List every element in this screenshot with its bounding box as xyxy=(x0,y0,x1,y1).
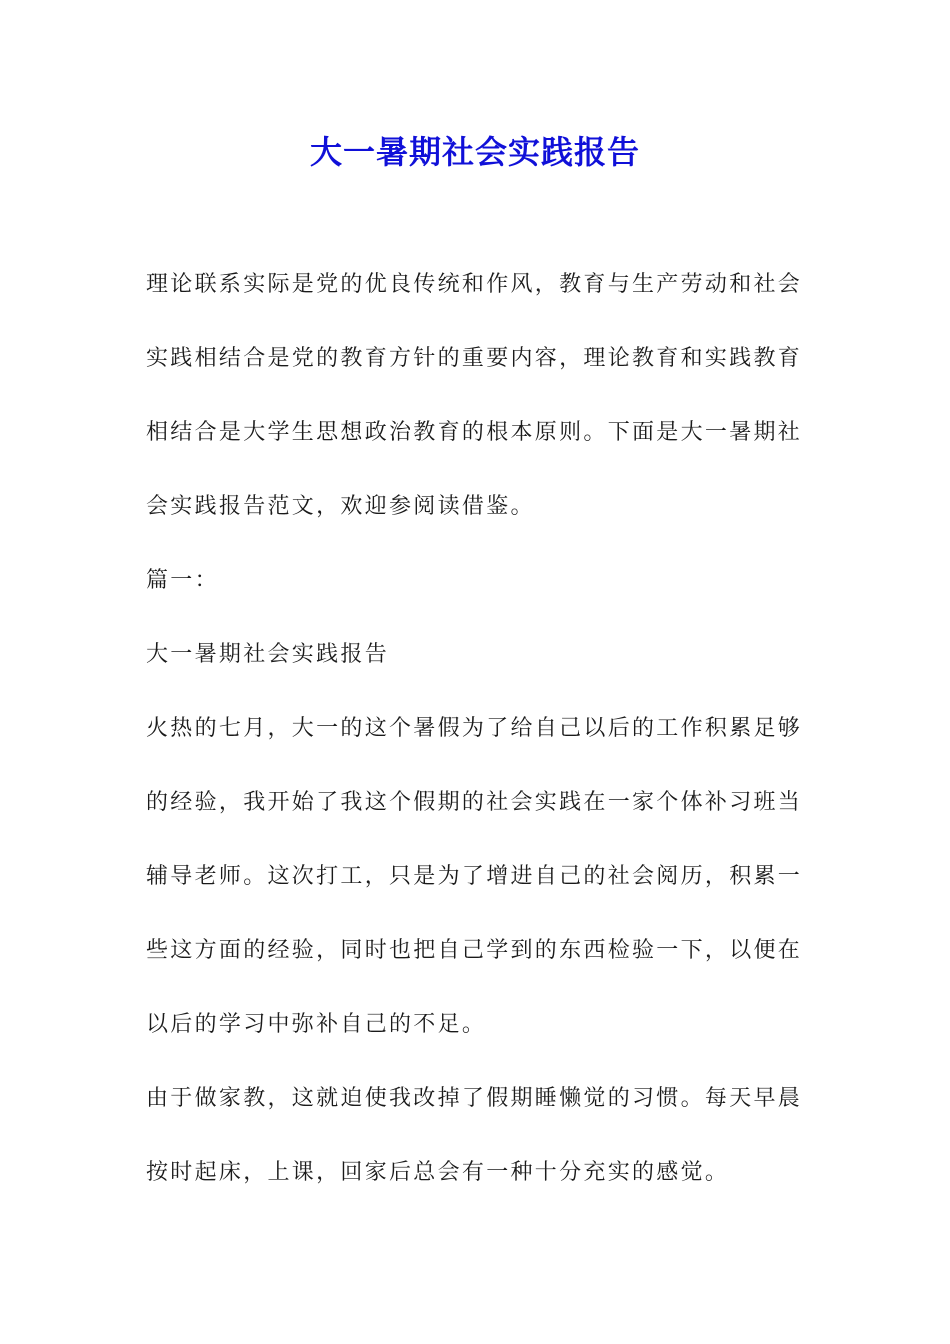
paragraph-line: 以后的学习中弥补自己的不足。 xyxy=(146,1012,487,1037)
document-title: 大一暑期社会实践报告 xyxy=(309,133,640,171)
paragraph-line: 按时起床，上课，回家后总会有一种十分充实的感觉。 xyxy=(146,1160,730,1185)
paragraph-line: 会实践报告范文，欢迎参阅读借鉴。 xyxy=(146,494,535,519)
paragraph-line: 火热的七月，大一的这个暑假为了给自己以后的工作积累足够 xyxy=(146,716,803,741)
paragraph-line: 相结合是大学生思想政治教育的根本原则。下面是大一暑期社 xyxy=(146,420,803,445)
paragraph-line: 的经验，我开始了我这个假期的社会实践在一家个体补习班当 xyxy=(146,790,803,815)
paragraph-line: 由于做家教，这就迫使我改掉了假期睡懒觉的习惯。每天早晨 xyxy=(146,1086,803,1111)
section-heading: 大一暑期社会实践报告 xyxy=(146,642,390,667)
paragraph-line: 些这方面的经验，同时也把自己学到的东西检验一下，以便在 xyxy=(146,938,803,963)
paragraph-line: 辅导老师。这次打工，只是为了增进自己的社会阅历，积累一 xyxy=(146,864,803,889)
document-body xyxy=(146,263,806,1225)
section-label: 篇一： xyxy=(146,568,219,593)
paragraph-line: 实践相结合是党的教育方针的重要内容，理论教育和实践教育 xyxy=(146,346,803,371)
paragraph-line: 理论联系实际是党的优良传统和作风，教育与生产劳动和社会 xyxy=(146,272,803,297)
